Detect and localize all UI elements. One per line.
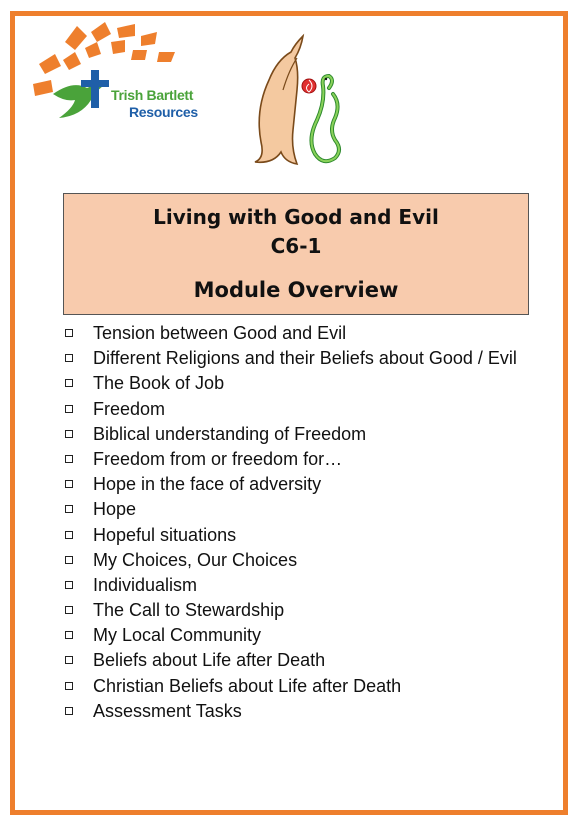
list-item [61, 322, 541, 344]
topic-label: Christian Beliefs about Life after Death [93, 675, 402, 696]
checkbox-bullet-icon [65, 379, 73, 387]
topic-label: Tension between Good and Evil [93, 323, 347, 343]
topic-label: The Call to Stewardship [93, 600, 285, 621]
topic-label: The Book of Job [93, 373, 225, 394]
topic-label: Assessment Tasks [93, 700, 242, 721]
module-title: Living with Good and Evil [153, 205, 439, 229]
page-frame [10, 11, 568, 815]
topic-label: Freedom from or freedom for… [93, 448, 343, 469]
topic-label: My Choices, Our Choices [93, 549, 298, 570]
checkbox-bullet-icon [65, 405, 73, 413]
checkbox-bullet-icon [65, 707, 73, 715]
topic-label: Freedom [93, 398, 166, 419]
topic-label: Hopeful situations [93, 524, 237, 545]
checkbox-bullet-icon [65, 682, 73, 690]
topic-label: Individualism [93, 574, 198, 595]
module-subtitle: Module Overview [193, 278, 399, 302]
topic-label: Biblical understanding of Freedom [93, 423, 367, 444]
checkbox-bullet-icon [65, 354, 73, 362]
checkbox-bullet-icon [65, 631, 73, 639]
list-item [61, 599, 541, 621]
list-item [61, 624, 541, 646]
list-item [61, 649, 541, 671]
list-item [61, 498, 541, 520]
list-item [61, 700, 541, 722]
checkbox-bullet-icon [65, 505, 73, 513]
apple-and-serpent-icon [225, 30, 355, 170]
topic-label: My Local Community [93, 625, 262, 646]
topic-label: Different Religions and their Beliefs about Good / Evil [93, 348, 517, 369]
list-item [61, 675, 541, 697]
topic-label: Hope [93, 499, 137, 520]
list-item [61, 347, 541, 369]
checkbox-bullet-icon [65, 455, 73, 463]
list-item [61, 448, 541, 470]
checkbox-bullet-icon [65, 556, 73, 564]
list-item [61, 524, 541, 546]
module-code: C6-1 [270, 234, 322, 258]
checkbox-bullet-icon [65, 480, 73, 488]
checkbox-bullet-icon [65, 606, 73, 614]
module-title-box [63, 193, 529, 315]
list-item [61, 423, 541, 445]
list-item [61, 549, 541, 571]
list-item [61, 574, 541, 596]
checkbox-bullet-icon [65, 430, 73, 438]
checkbox-bullet-icon [65, 656, 73, 664]
checkbox-bullet-icon [65, 329, 73, 337]
apple-and-serpent-illustration [225, 30, 355, 170]
logo-name-line-1: Trish Bartlett [111, 87, 194, 103]
list-item [61, 398, 541, 420]
topic-label: Hope in the face of adversity [93, 474, 322, 495]
trish-bartlett-logo [25, 22, 215, 134]
logo-name-line-2: Resources [129, 104, 198, 120]
list-item [61, 372, 541, 394]
list-item [61, 473, 541, 495]
checkbox-bullet-icon [65, 581, 73, 589]
topic-list [61, 322, 541, 725]
checkbox-bullet-icon [65, 531, 73, 539]
topic-label: Beliefs about Life after Death [93, 650, 326, 671]
